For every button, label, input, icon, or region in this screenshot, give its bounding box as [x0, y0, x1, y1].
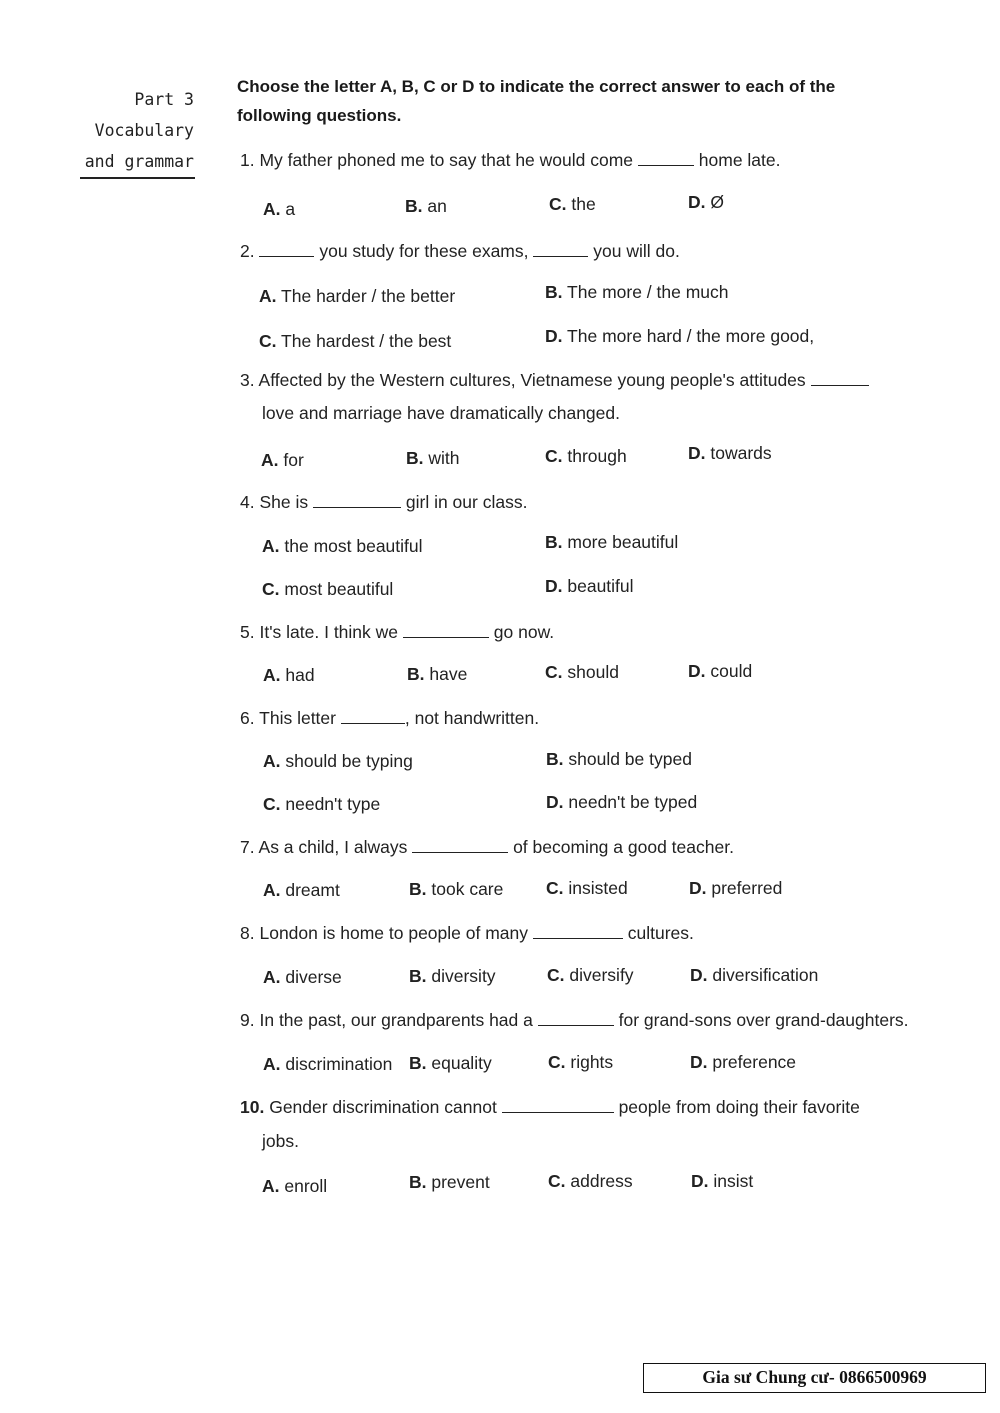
option-5b[interactable]: B. have	[407, 664, 468, 684]
option-9c[interactable]: C. rights	[548, 1052, 614, 1072]
option-8b[interactable]: B. diversity	[409, 966, 496, 986]
option-10d[interactable]: D. insist	[691, 1171, 754, 1191]
option-6c[interactable]: C. needn't type	[263, 794, 381, 814]
question-4	[240, 492, 900, 513]
option-6b[interactable]: B. should be typed	[546, 749, 692, 769]
question-number: 10.	[240, 1097, 265, 1117]
answer-blank	[502, 1098, 614, 1113]
question-3	[240, 370, 900, 391]
option-4d[interactable]: D. beautiful	[545, 576, 634, 596]
question-text: Affected by the Western cultures, Vietnamese young people's attitudes	[258, 370, 806, 390]
option-8d[interactable]: D. diversification	[690, 965, 819, 985]
answer-blank	[533, 924, 623, 939]
question-2	[240, 241, 900, 262]
option-8c[interactable]: C. diversify	[547, 965, 634, 985]
footer-contact-box: Gia sư Chung cư- 0866500969	[643, 1363, 986, 1393]
question-8	[240, 923, 900, 944]
answer-blank	[412, 838, 508, 853]
part-label: Part 3	[134, 90, 194, 109]
question-text: girl in our class.	[405, 492, 528, 512]
answer-blank	[811, 371, 869, 386]
question-text: , not handwritten.	[404, 708, 540, 728]
question-text: go now.	[493, 622, 555, 642]
question-text: It's late. I think we	[259, 622, 399, 642]
answer-blank	[313, 493, 401, 508]
option-7c[interactable]: C. insisted	[546, 878, 628, 898]
question-text: She is	[259, 492, 309, 512]
question-number: 8.	[240, 923, 255, 943]
option-10c[interactable]: C. address	[548, 1171, 633, 1191]
option-6a[interactable]: A. should be typing	[263, 751, 413, 771]
answer-blank	[538, 1011, 614, 1026]
option-7b[interactable]: B. took care	[409, 879, 504, 899]
question-text: people from doing their favorite	[618, 1097, 860, 1117]
question-text: of becoming a good teacher.	[513, 837, 734, 857]
option-4c[interactable]: C. most beautiful	[262, 579, 394, 599]
question-6	[240, 708, 900, 729]
option-4b[interactable]: B. more beautiful	[545, 532, 679, 552]
option-5d[interactable]: D. could	[688, 661, 753, 681]
question-9	[240, 1010, 909, 1031]
question-10-line2: jobs.	[262, 1131, 299, 1151]
option-1c[interactable]: C. the	[549, 194, 596, 214]
option-3b[interactable]: B. with	[406, 448, 460, 468]
answer-blank	[638, 151, 694, 166]
question-number: 3.	[240, 370, 255, 390]
option-5a[interactable]: A. had	[263, 665, 315, 685]
question-number: 6.	[240, 708, 255, 728]
question-text: Gender discrimination cannot	[269, 1097, 497, 1117]
section-label	[70, 84, 194, 177]
question-text: for grand-sons over grand-daughters.	[618, 1010, 909, 1030]
question-number: 2.	[240, 241, 255, 261]
option-3a[interactable]: A. for	[261, 450, 304, 470]
question-7	[240, 837, 900, 858]
question-number: 1.	[240, 150, 255, 170]
option-3d[interactable]: D. towards	[688, 443, 772, 463]
question-3-line2: love and marriage have dramatically changed.	[262, 403, 620, 423]
option-3c[interactable]: C. through	[545, 446, 627, 466]
option-5c[interactable]: C. should	[545, 662, 619, 682]
option-4a[interactable]: A. the most beautiful	[262, 536, 423, 556]
question-text: you will do.	[593, 241, 680, 261]
instruction-text: Choose the letter A, B, C or D to indicate the correct answer to each of the following questions.	[237, 77, 836, 125]
section-divider	[80, 177, 195, 179]
answer-blank	[403, 623, 489, 638]
question-number: 7.	[240, 837, 255, 857]
question-text: My father phoned me to say that he would come	[259, 150, 634, 170]
option-2a[interactable]: A. The harder / the better	[259, 286, 456, 306]
answer-blank	[533, 242, 588, 257]
option-1a[interactable]: A. a	[263, 199, 296, 219]
question-text: home late.	[698, 150, 781, 170]
question-5	[240, 622, 900, 643]
option-9b[interactable]: B. equality	[409, 1053, 492, 1073]
option-10b[interactable]: B. prevent	[409, 1172, 490, 1192]
option-7d[interactable]: D. preferred	[689, 878, 783, 898]
option-1b[interactable]: B. an	[405, 196, 447, 216]
option-8a[interactable]: A. diverse	[263, 967, 342, 987]
option-7a[interactable]: A. dreamt	[263, 880, 340, 900]
question-text: London is home to people of many	[259, 923, 528, 943]
question-text: As a child, I always	[258, 837, 408, 857]
question-text: In the past, our grandparents had a	[259, 1010, 533, 1030]
question-text: cultures.	[627, 923, 694, 943]
section-title-line1: Vocabulary	[94, 121, 194, 140]
question-number: 9.	[240, 1010, 255, 1030]
option-2c[interactable]: C. The hardest / the best	[259, 331, 452, 351]
option-10a[interactable]: A. enroll	[262, 1176, 328, 1196]
option-6d[interactable]: D. needn't be typed	[546, 792, 698, 812]
answer-blank	[259, 242, 314, 257]
question-1	[240, 150, 900, 171]
question-text: you study for these exams,	[319, 241, 529, 261]
option-2b[interactable]: B. The more / the much	[545, 282, 729, 302]
option-9d[interactable]: D. preference	[690, 1052, 797, 1072]
question-text: This letter	[259, 708, 336, 728]
option-1d[interactable]: D. Ø	[688, 192, 724, 212]
answer-blank	[341, 709, 405, 724]
question-number: 5.	[240, 622, 255, 642]
section-title-line2: and grammar	[84, 152, 194, 171]
question-10	[240, 1097, 900, 1118]
option-2d[interactable]: D. The more hard / the more good,	[545, 326, 815, 346]
option-9a[interactable]: A. discrimination	[263, 1054, 393, 1074]
question-number: 4.	[240, 492, 255, 512]
